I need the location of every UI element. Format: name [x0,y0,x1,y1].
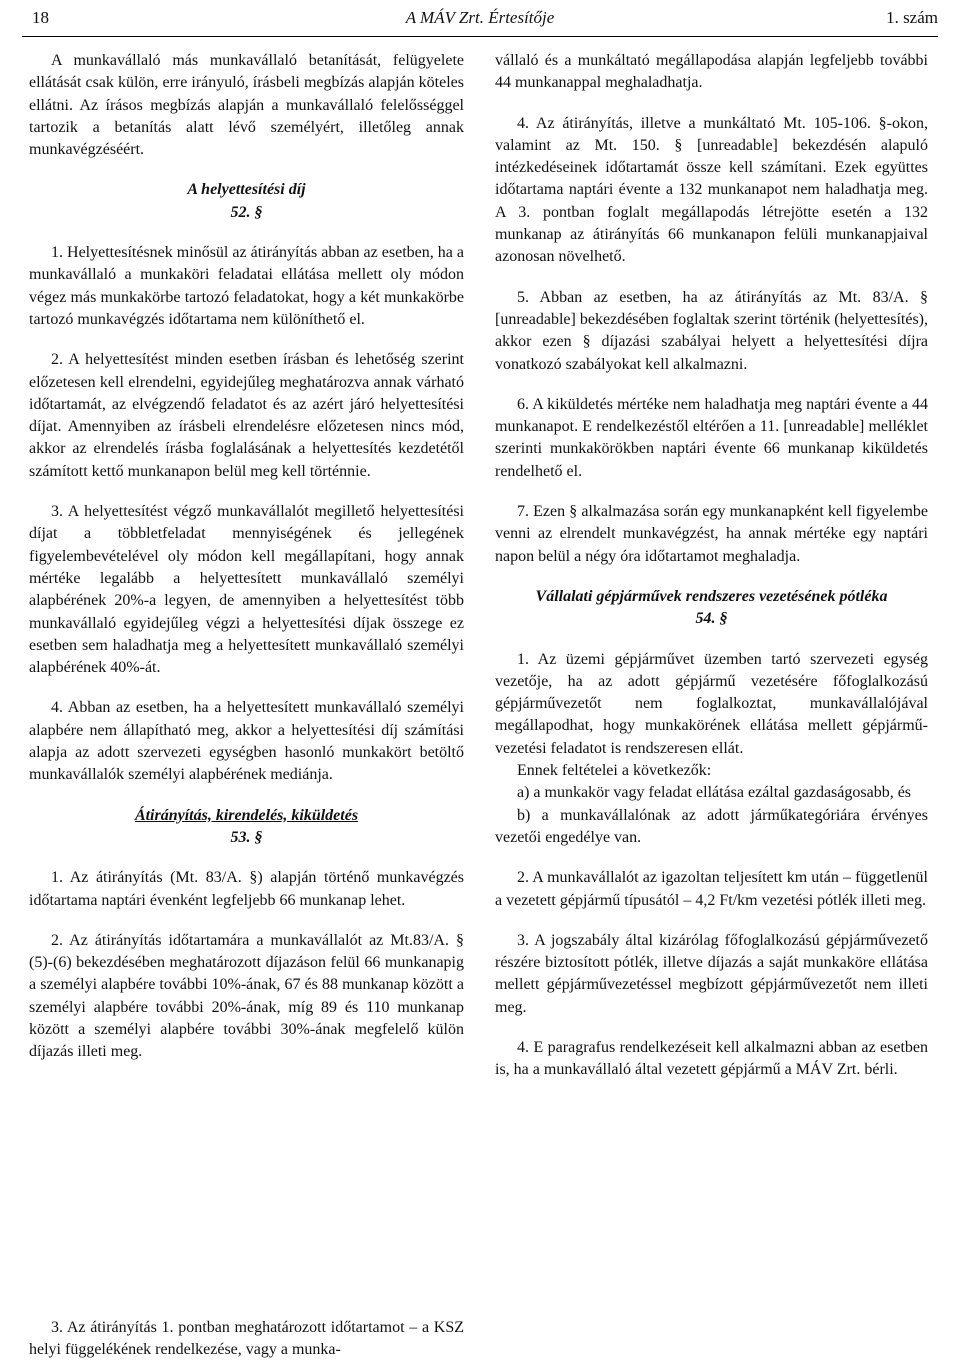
paragraph-53-4: 4. Az átirányítás, illetve a munkáltató Mt. 105-106. §-okon, valamint az Mt. 150. § [unreadable] bekezdésén alapuló intézkedéseinek időtartamát össze kell számítani. Ezek együttes időtartama naptári évente a 132 munkanapot nem haladhatja meg. A 3. pontban foglalt megállapodás létrejötte esetén a 132 munkanap az átirányítás 66 munkanapon felüli munkanapjaival azonosan növelhető. [495,114,928,266]
section-52-number: 52. § [230,203,263,221]
section-54-number: 54. § [695,610,728,628]
section-52-title: A helyettesítési díj [187,181,306,199]
paragraph-53-1: 1. Az átirányítás (Mt. 83/A. §) alapján történő munkavégzés időtartama naptári évenként legfeljebb 66 munkanap lehet. [29,869,464,909]
paragraph-52-2: 2. A helyettesítést minden esetben írásban és lehetőség szerint előzetesen kell elrendelni, egyidejűleg meghatározva annak várható időtartamát, az elvégzendő feladatot és az azért járó helyettesítési díjat. Amennyiben az írásbeli elrendelésre előzetesen nincs mód, akkor az elrendelés írásba foglalásának a helyettesítés kezdetétől számított kettő munkanapon belül meg kell történnie. [29,351,464,480]
paragraph-53-6: 6. A kiküldetés mértéke nem haladhatja meg naptári évente a 44 munkanapot. E rendelkezéstől eltérően a 11. [unreadable] melléklet szerinti munkakörökben naptári évente 66 munkanap kiküldetés rendelhető el. [495,395,928,480]
page-header [22,6,938,37]
page-number: 18 [32,8,49,27]
paragraph-54-1: 1. Az üzemi gépjárművet üzemben tartó szervezeti egység vezetője, ha az adott gépjármű vezetésére főfoglalkozású gépjárművezetőt nem foglalkoztat, munkavállalójával megállapodhat, hogy munkakörének ellátása mellett gépjármű-vezetési feladatot is rendszeresen ellát. [495,650,928,757]
paragraph-52-3: 3. A helyettesítést végző munkavállalót megillető helyettesítési díjat a többletfeladat mennyiségének és jellegének figyelembevételével oly módon kell megállapítani, hogy annak mértéke legalább a helyettesített munkavállaló személyi alapbérének 20%-a legyen, de amennyiben a helyettesítést több munkavállaló egyidejűleg végzi a helyettesítési díjak összege ez esetben sem haladhatja meg a helyettesített munkavállaló személyi alapbérének 40%-át. [29,503,464,677]
right-column [495,50,928,1082]
paragraph-54-1-a: a) a munkakör vagy feladat ellátása ezáltal gazdaságosabb, és [517,784,912,802]
paragraph-53-7: 7. Ezen § alkalmazása során egy munkanapként kell figyelembe venni az elrendelt munkavégzést, ha annak mértéke egy naptári napon belül a négy óra időtartamot meghaladja. [495,503,928,565]
section-54-title: Vállalati gépjárművek rendszeres vezetésének pótléka [535,587,888,605]
continued-paragraph: vállaló és a munkáltató megállapodása alapján legfeljebb további 44 munkanappal meghaladhatja. [495,52,928,92]
paragraph-52-1: 1. Helyettesítésnek minősül az átirányítás abban az esetben, ha a munkavállaló a munkaköri feladatai ellátása mellett oly módon végez más munkakörbe tartozó feladatokat, hogy a két munkakörbe tartozó munkavégzés időtartama nem különíthető el. [29,244,464,328]
left-column-bottom [29,1317,464,1362]
section-53-number: 53. § [230,828,263,846]
journal-title: A MÁV Zrt. Értesítője [405,8,555,27]
paragraph-53-2: 2. Az átirányítás időtartamára a munkavállalót az Mt.83/A. § (5)-(6) bekezdésében meghatározott díjazáson felül 66 munkanapig a személyi alapbére további 10%-ának, 67 és 88 munkanap között a személyi alapbére további 20%-ának, míg 89 és 110 munkanap között a személyi alapbére további 30%-ának megfelelő külön díjazás illeti meg. [29,931,464,1061]
left-column [29,50,464,1064]
paragraph-52-4: 4. Abban az esetben, ha a helyettesített munkavállaló személyi alapbére nem állapítható meg, akkor a helyettesítési díj számítási alapja az adott szervezeti egységben hasonló munkakört betöltő munkavállalók személyi alapbérének mediánja. [29,699,464,784]
paragraph-53-5: 5. Abban az esetben, ha az átirányítás az Mt. 83/A. § [unreadable] bekezdésében foglaltak szerint történik (helyettesítés), akkor ezen § díjazási szabályai helyett a helyettesítési díjra vonatkozó szabályokat kell alkalmazni. [495,288,928,373]
paragraph-53-3: 3. Az átirányítás 1. pontban meghatározott időtartamot – a KSZ helyi függelékének rendelkezése, vagy a munka- [29,1319,464,1359]
section-53-title: Átirányítás, kirendelés, kiküldetés [134,806,359,824]
paragraph-54-4: 4. E paragrafus rendelkezéseit kell alkalmazni abban az esetben is, ha a munkavállaló által vezetett gépjármű a MÁV Zrt. bérli. [495,1038,928,1079]
paragraph-54-1-b: b) a munkavállalónak az adott járműkategóriára érvényes vezetői engedélye van. [495,806,928,846]
paragraph-54-1-conditions: Ennek feltételei a következők: [517,762,712,780]
intro-paragraph: A munkavállaló más munkavállaló betanítását, felügyelete ellátását csak külön, erre irányuló, írásbeli megbízás alapján köteles ellátni. Az írásos megbízás alapján a munkavállaló felelősséggel tartozik a betanítás alatt lévő személyért, illetőleg annak munkavégzéséért. [29,52,464,159]
paragraph-54-2: 2. A munkavállalót az igazoltan teljesített km után – függetlenül a vezetett gépjármű típusától – 4,2 Ft/km vezetési pótlék illeti meg. [495,869,928,909]
paragraph-54-3: 3. A jogszabály által kizárólag főfoglalkozású gépjárművezető részére biztosított pótlék, illetve díjazás a saját munkaköre ellátása mellett gépjárművezetéssel megbízott gépjárművezetőt nem illeti meg. [495,931,928,1016]
issue-number: 1. szám [886,8,938,27]
